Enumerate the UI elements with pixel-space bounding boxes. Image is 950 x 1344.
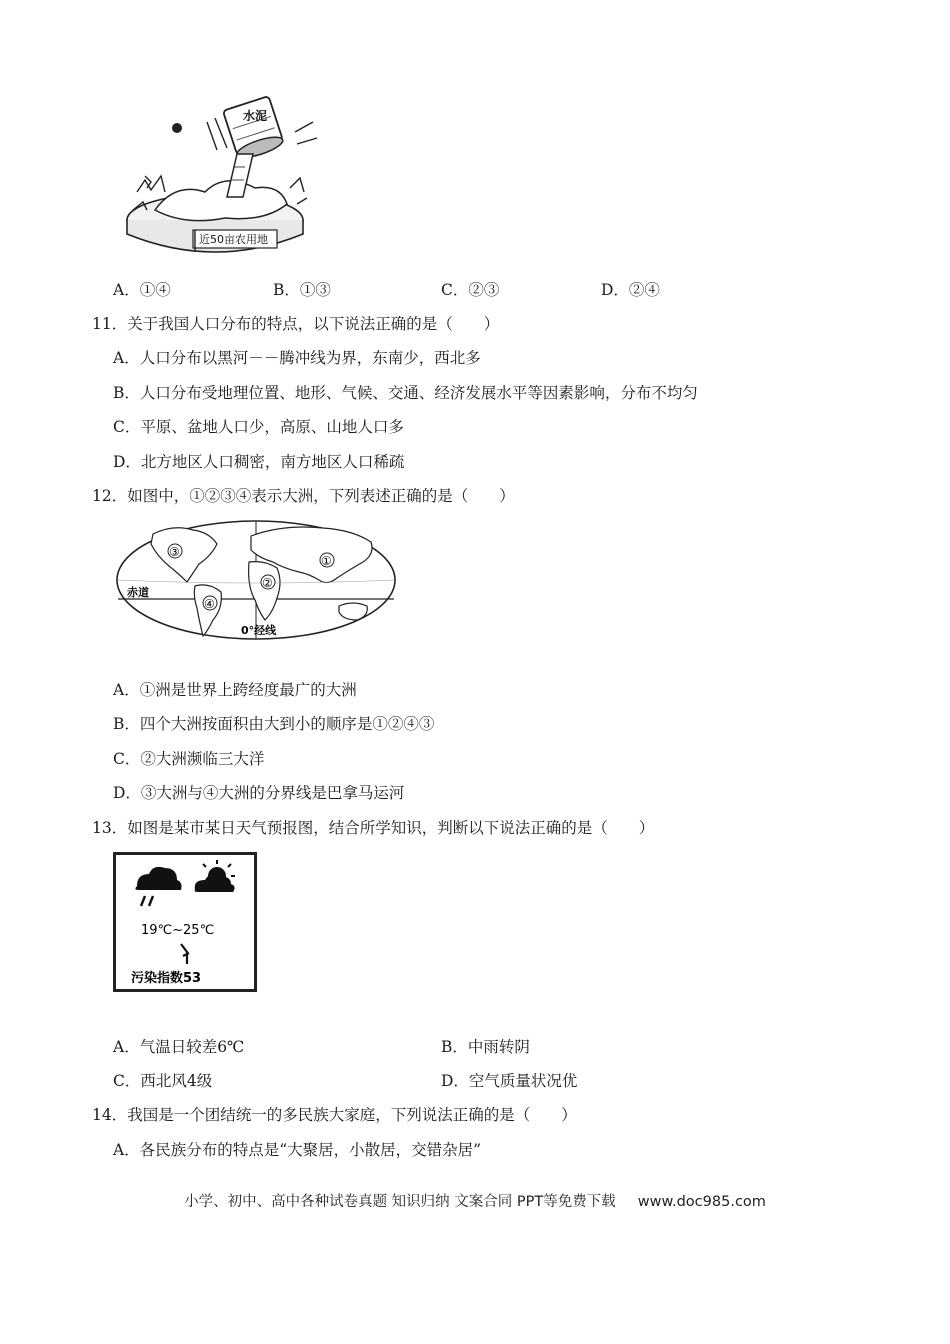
q13-stem: 13．如图是某市某日天气预报图，结合所学知识，判断以下说法正确的是（ ） <box>92 819 655 837</box>
q13-option-d[interactable]: D．空气质量状况优 <box>441 1072 578 1090</box>
q10-option-c[interactable]: C．②③ <box>441 281 500 299</box>
temperature-range: 19℃~25℃ <box>141 923 215 938</box>
cement-label: 水泥 <box>243 109 268 123</box>
world-map <box>113 516 399 648</box>
cement-farmland-illustration <box>115 92 325 262</box>
footer-url[interactable]: www.doc985.com <box>637 1194 766 1210</box>
equator-label: 赤道 <box>127 586 149 599</box>
q14-option-a[interactable]: A．各民族分布的特点是“大聚居，小散居，交错杂居” <box>113 1141 482 1159</box>
footer-text: 小学、初中、高中各种试卷真题 知识归纳 文案合同 PPT等免费下载 <box>184 1194 616 1210</box>
marker-2: ② <box>262 576 273 590</box>
q11-option-a[interactable]: A．人口分布以黑河－－腾冲线为界，东南少，西北多 <box>113 349 481 367</box>
q12-stem: 12．如图中，①②③④表示大洲，下列表述正确的是（ ） <box>92 487 515 505</box>
q12-option-c[interactable]: C．②大洲濒临三大洋 <box>113 750 265 768</box>
q14-stem: 14．我国是一个团结统一的多民族大家庭，下列说法正确的是（ ） <box>92 1106 577 1124</box>
pollution-index: 污染指数53 <box>131 971 202 986</box>
q11-stem: 11．关于我国人口分布的特点，以下说法正确的是（ ） <box>92 315 500 333</box>
farmland-sign-label: 近50亩农用地 <box>199 233 268 246</box>
q12-option-d[interactable]: D．③大洲与④大洲的分界线是巴拿马运河 <box>113 784 405 802</box>
q13-option-b[interactable]: B．中雨转阴 <box>441 1038 530 1056</box>
q12-option-b[interactable]: B．四个大洲按面积由大到小的顺序是①②④③ <box>113 715 435 733</box>
q10-option-d[interactable]: D．②④ <box>601 281 660 299</box>
q11-option-d[interactable]: D．北方地区人口稠密，南方地区人口稀疏 <box>113 453 405 471</box>
q13-option-a[interactable]: A．气温日较差6℃ <box>113 1038 245 1056</box>
meridian-label: 0°经线 <box>241 624 277 637</box>
weather-forecast-box <box>113 852 257 992</box>
page-footer <box>0 1190 950 1211</box>
marker-3: ③ <box>169 545 180 559</box>
q11-option-c[interactable]: C．平原、盆地人口少，高原、山地人口多 <box>113 418 404 436</box>
marker-4: ④ <box>204 597 215 611</box>
marker-1: ① <box>321 554 332 568</box>
q10-option-b[interactable]: B．①③ <box>273 281 331 299</box>
q13-option-c[interactable]: C．西北风4级 <box>113 1072 213 1090</box>
q12-option-a[interactable]: A．①洲是世界上跨经度最广的大洲 <box>113 681 357 699</box>
q11-option-b[interactable]: B．人口分布受地理位置、地形、气候、交通、经济发展水平等因素影响，分布不均匀 <box>113 384 698 402</box>
q10-option-a[interactable]: A．①④ <box>113 281 171 299</box>
